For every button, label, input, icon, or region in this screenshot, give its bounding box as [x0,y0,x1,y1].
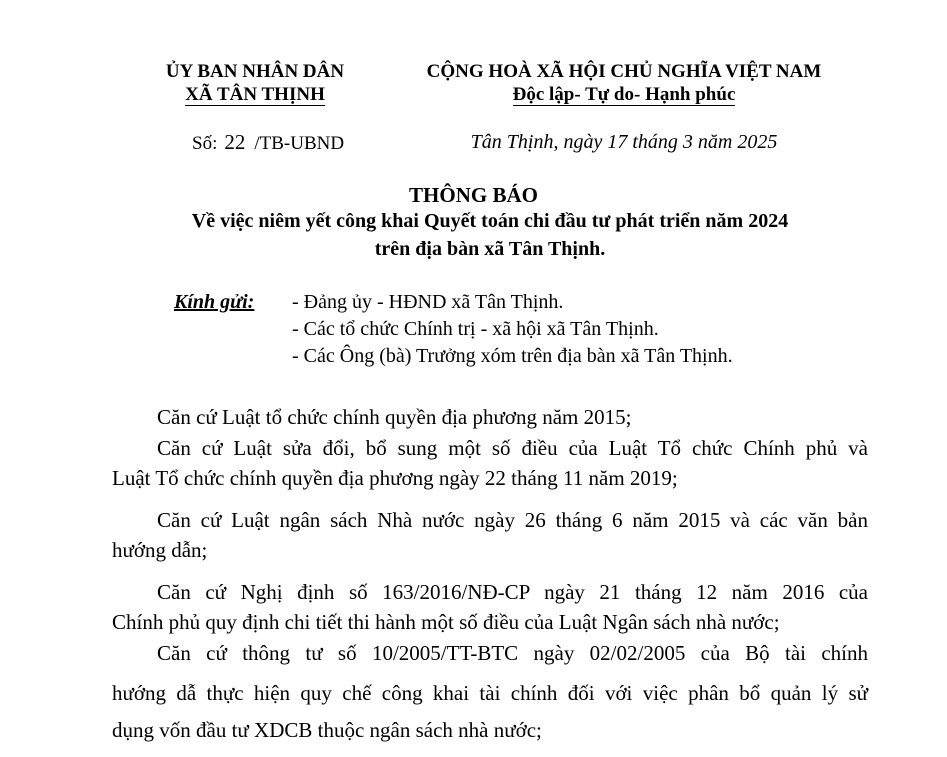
legal-basis-5-line1: Căn cứ thông tư số 10/2005/TT-BTC ngày 02/02/2005 của Bộ tài chính [157,641,868,665]
legal-basis-3-line2: hướng dẫn; [112,538,208,562]
number-suffix: /TB-UBND [254,133,345,154]
recipient-item: - Các Ông (bà) Trưởng xóm trên địa bàn xã Tân Thịnh. [292,345,733,367]
legal-basis-4-line2: Chính phủ quy định chi tiết thi hành một số điều của Luật Ngân sách nhà nước; [112,610,780,634]
agency-name [120,61,390,106]
recipients-label: Kính gửi: [174,291,255,313]
legal-basis-4-line1: Căn cứ Nghị định số 163/2016/NĐ-CP ngày 21 tháng 12 năm 2016 của [157,580,868,604]
nation-motto: Độc lập- Tự do- Hạnh phúc [512,84,736,105]
agency-line1: ỦY BAN NHÂN DÂN [165,61,345,82]
legal-basis-3-line1: Căn cứ Luật ngân sách Nhà nước ngày 26 tháng 6 năm 2015 và các văn bản [157,508,868,532]
legal-basis-5-line3: dụng vốn đầu tư XDCB thuộc ngân sách nhà nước; [112,718,542,742]
document-number [192,130,344,155]
notice-subject-line1: Về việc niêm yết công khai Quyết toán chi đầu tư phát triển năm 2024 [191,210,789,232]
notice-subject-line2: trên địa bàn xã Tân Thịnh. [374,238,606,260]
legal-basis-2-line1: Căn cứ Luật sửa đổi, bổ sung một số điều của Luật Tổ chức Chính phủ và [157,436,868,460]
legal-basis-1: Căn cứ Luật tổ chức chính quyền địa phương năm 2015; [157,405,632,429]
recipient-item: - Các tổ chức Chính trị - xã hội xã Tân Thịnh. [292,318,659,340]
date-line: Tân Thịnh, ngày 17 tháng 3 năm 2025 [470,131,778,153]
legal-basis-2-line2: Luật Tổ chức chính quyền địa phương ngày 22 tháng 11 năm 2019; [112,466,678,490]
nation-line1: CỘNG HOÀ XÃ HỘI CHỦ NGHĨA VIỆT NAM [426,61,822,82]
number-value: 22 [224,130,246,154]
number-prefix: Số: [192,133,218,154]
agency-line2: XÃ TÂN THỊNH [185,84,325,105]
notice-title: THÔNG BÁO [409,183,538,207]
legal-basis-5-line2: hướng dẫ thực hiện quy chế công khai tài chính đối với việc phân bổ quản lý sử [112,681,868,705]
national-header [400,61,848,106]
recipient-item: - Đảng ủy - HĐND xã Tân Thịnh. [292,291,564,313]
